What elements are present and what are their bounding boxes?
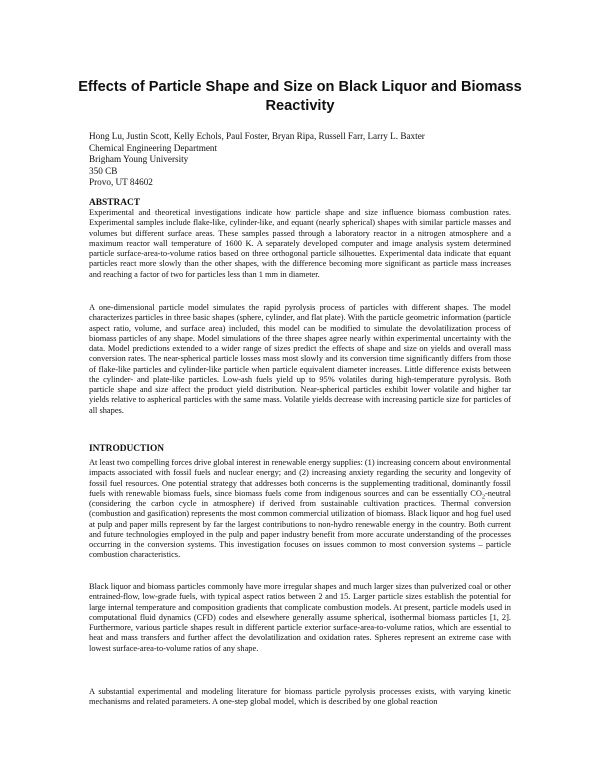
author-names: Hong Lu, Justin Scott, Kelly Echols, Paul Foster, Bryan Ripa, Russell Farr, Larry L. Baxter: [89, 131, 425, 141]
intro-p1-text-a: At least two compelling forces drive global interest in renewable energy supplies: (1) increasing concern about environmental impacts associated with fossil fuels and nuclear energy; and (2) increasing anxiety regarding the security and longevity of fossil fuel resources. One potential strategy that addresses both concerns is the supplementing traditional, dominantly fossil fuels with renewable biomass fuels, since biomass fuels come from indigenous sources and can be essentially CO: [89, 458, 511, 498]
author-department: Chemical Engineering Department: [89, 142, 218, 153]
intro-p1-text-b: -neutral (considering the carbon cycle in atmosphere) if derived from sustainable cultivation practices. Thermal conversion (combustion and gasification) represents the most common commercial utilization of biomass. Black liquor and hog fuel used at pulp and paper mills represent by far the largest contributions to non-hydro renewable energy in the country. Both current and future technologies employed in the pulp and paper industry benefit from more accurate understanding of the processes occurring in the conversion systems. This investigation focuses on issues common to most conversion systems – particle combustion characteristics.: [89, 488, 511, 560]
introduction-heading: INTRODUCTION: [89, 444, 165, 454]
introduction-paragraph-1: [89, 458, 511, 561]
author-city: Provo, UT 84602: [89, 177, 153, 188]
co2-subscript: 2: [481, 494, 485, 501]
paper-title: Effects of Particle Shape and Size on Black Liquor and Biomass Reactivity: [78, 79, 522, 114]
abstract-paragraph-2: A one-dimensional particle model simulates the rapid pyrolysis process of particles with different shapes. The model characterizes particles in three basic shapes (sphere, cylinder, and flat plate). With the particle geometric information (particle aspect ratio, volume, and surface area) included, this model can be modified to simulate the devolatilization process of biomass particles of any shape. Model simulations of the three shapes agree nearly within experimental uncertainty with the data. Model predictions extended to a wider range of sizes predict the effects of shape and size on yields and overall mass conversion rates. The near-spherical particle losses mass most slowly and its conversion time significantly differs from those of flake-like particles and cylinder-like particle when particle equivalent diameter increases. Little difference exists between the cylinder- and plate-like particles. Low-ash fuels yield up to 95% volatiles during high-temperature pyrolysis. Both particle shape and size affect the product yield distribution. Near-spherical particles exhibit lower volatile and higher tar yields relative to aspherical particles with the same mass. Volatile yields decrease with increasing particle size for particles of all shapes.: [89, 303, 511, 415]
author-block: [89, 131, 549, 189]
abstract-heading: ABSTRACT: [89, 198, 141, 208]
introduction-paragraph-3: A substantial experimental and modeling literature for biomass particle pyrolysis processes exists, with varying kinetic mechanisms and related parameters. A one-step global model, which is described by one global reaction: [89, 687, 511, 707]
introduction-paragraph-2: Black liquor and biomass particles commonly have more irregular shapes and much larger sizes than pulverized coal or other entrained-flow, low-grade fuels, with typical aspect ratios between 2 and 15. Larger particle sizes establish the potential for large internal temperature and composition gradients that complicate combustion models. At present, particle models used in computational fluid dynamics (CFD) codes and elsewhere generally assume spherical, isothermal biomass particles [1, 2]. Furthermore, various particle shapes result in different particle exterior surface-area-to-volume ratios, which are essential to heat and mass transfers and further affect the devolatilization and oxidation rates. Spheres represent an extreme case with lowest surface-area-to-volume ratios of any shape.: [89, 582, 511, 653]
abstract-paragraph-1: Experimental and theoretical investigations indicate how particle shape and size influence biomass combustion rates. Experimental samples include flake-like, cylinder-like, and equant (nearly spherical) shapes with similar particle masses and volumes but different surface areas. These samples passed through a laboratory reactor in a nitrogen atmosphere and a maximum reactor wall temperature of 1600 K. A separately developed computer and image analysis system determined particle surface-area-to-volume ratios based on three orthogonal particle silhouettes. Experimental data indicate that equant particles react more slowly than the other shapes, with the difference becoming more significant as particle mass increases and reaching a factor of two for particles less than 1 mm in diameter.: [89, 208, 511, 279]
author-university: Brigham Young University: [89, 154, 189, 165]
author-building: 350 CB: [89, 165, 118, 176]
